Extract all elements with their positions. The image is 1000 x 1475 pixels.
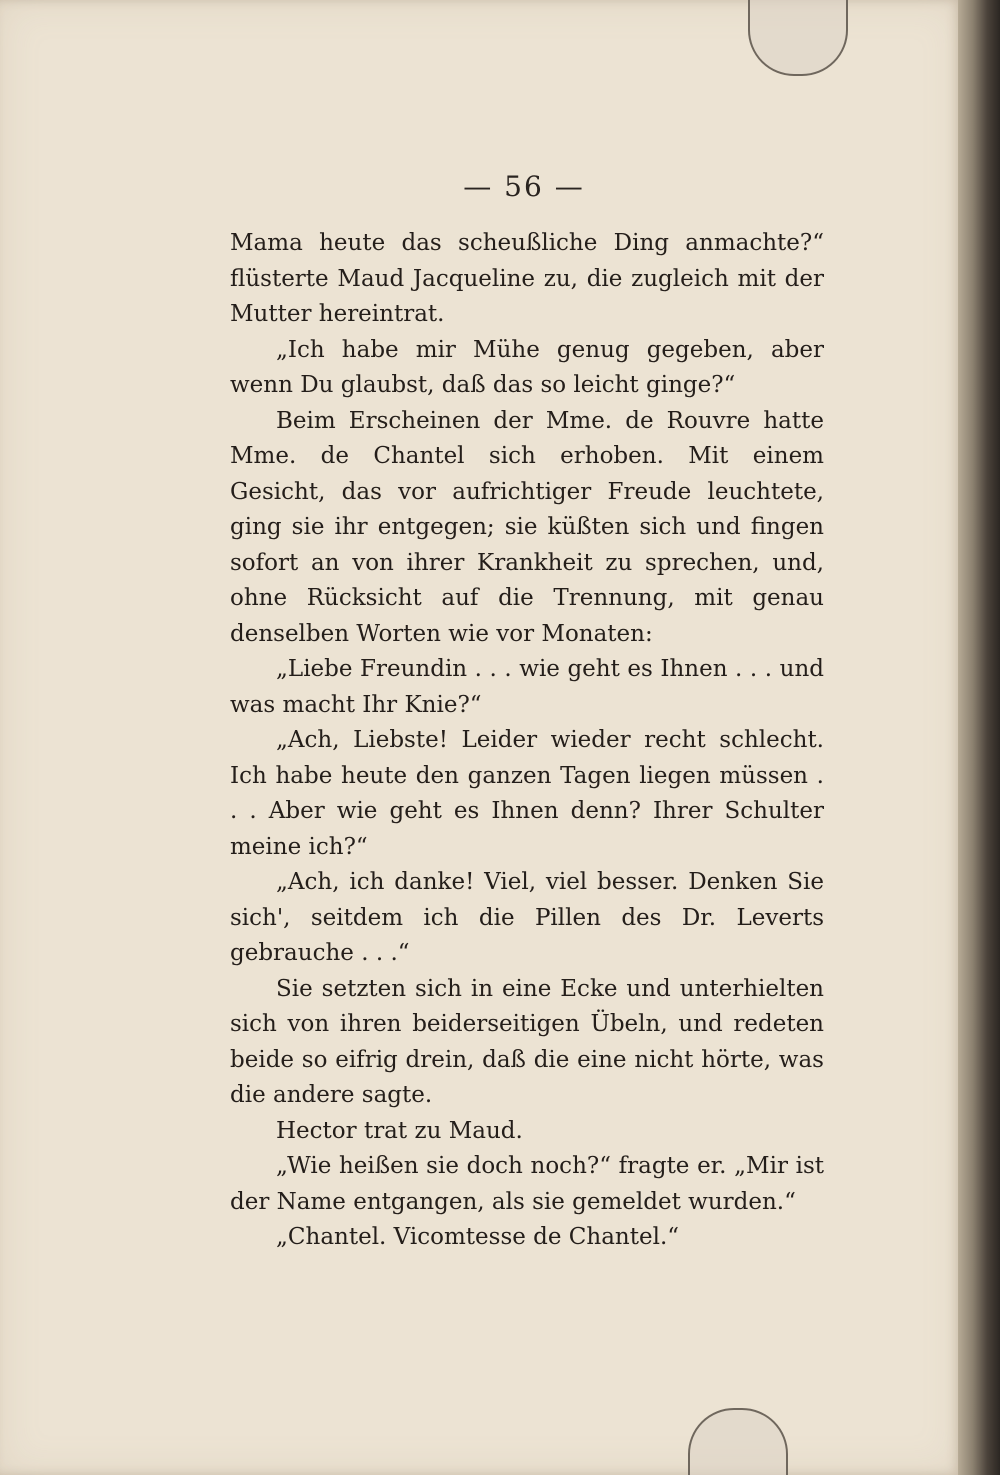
paragraph-8: Hector trat zu Maud. xyxy=(276,1117,523,1144)
page-number: — 56 — xyxy=(463,170,585,203)
paragraph-2: „Ich habe mir Mühe genug gegeben, aber wenn Du glaubst, daß das so leicht ginge?“ xyxy=(230,336,824,398)
page-edge-shadow xyxy=(958,0,1000,1475)
paragraph-6: „Ach, ich danke! Viel, viel besser. Denken Sie sich', seitdem ich die Pillen des Dr. Leverts gebrauche . . .“ xyxy=(230,869,824,966)
paragraph-3: Beim Erscheinen der Mme. de Rouvre hatte Mme. de Chantel sich erhoben. Mit einem Gesicht, das vor aufrichtiger Freude leuchtete, ging sie ihr entgegen; sie küßten sich und fingen sofort an von ihrer Krankheit zu sprechen, und, ohne Rücksicht auf die Trennung, mit genau denselben Worten wie vor Monaten: xyxy=(230,407,824,647)
paragraph-1: Mama heute das scheußliche Ding anmachte?“ flüsterte Maud Jacqueline zu, die zugleich mit der Mutter hereintrat. xyxy=(230,230,824,327)
body-text xyxy=(230,226,824,1256)
paragraph-9: „Wie heißen sie doch noch?“ fragte er. „Mir ist der Name entgangen, als sie gemeldet wurden.“ xyxy=(230,1153,824,1215)
paragraph-4: „Liebe Freundin . . . wie geht es Ihnen . . . und was macht Ihr Knie?“ xyxy=(230,656,824,718)
paragraph-10: „Chantel. Vicomtesse de Chantel.“ xyxy=(276,1224,680,1250)
paragraph-7: Sie setzten sich in eine Ecke und unterhielten sich von ihren beiderseitigen Übeln, und redeten beide so eifrig drein, daß die eine nicht hörte, was die andere sagte. xyxy=(230,975,824,1108)
paragraph-5: „Ach, Liebste! Leider wieder recht schlecht. Ich habe heute den ganzen Tagen liegen müssen . . . Aber wie geht es Ihnen denn? Ihrer Schulter meine ich?“ xyxy=(230,727,824,860)
